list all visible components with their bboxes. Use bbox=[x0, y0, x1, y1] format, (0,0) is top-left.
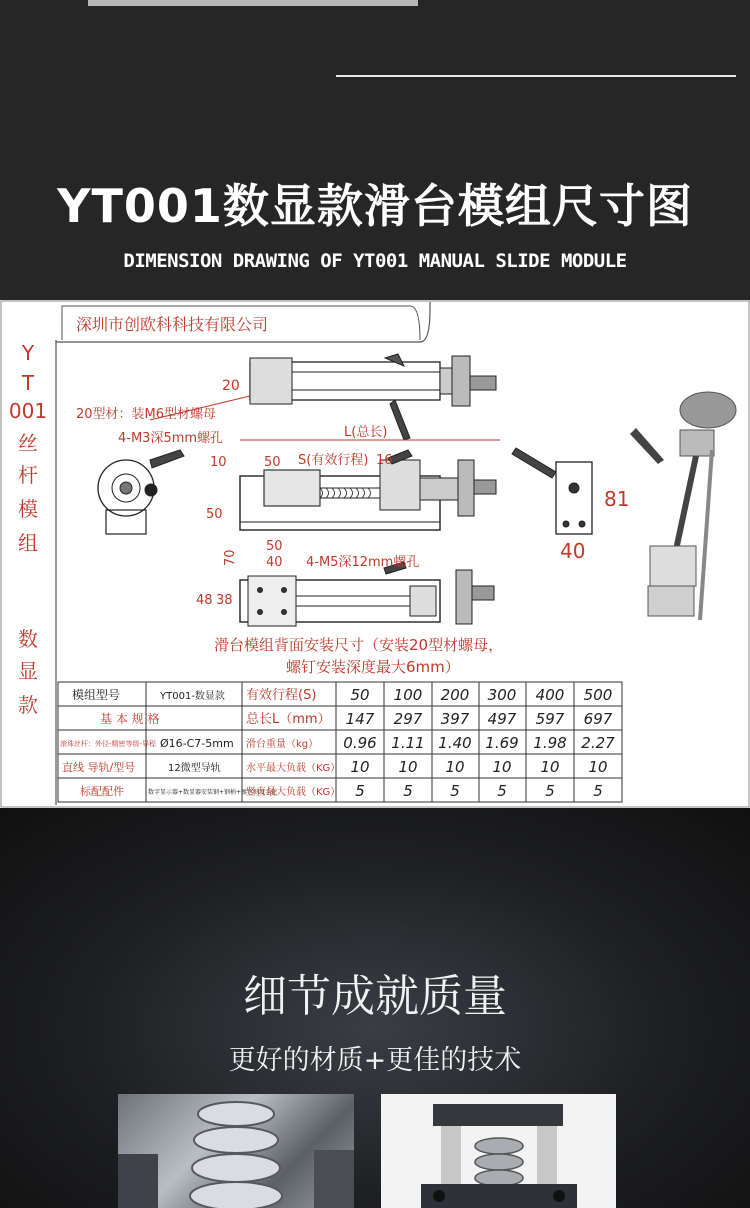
spec-value-accessories: 数字显示器+数显器安装钢+钢柄+镀色刻度手轮 bbox=[148, 789, 278, 796]
ball-screw-photo bbox=[118, 1094, 354, 1208]
ball-screw-illustration bbox=[118, 1094, 354, 1208]
company-name: 深圳市创欧科科技有限公司 bbox=[76, 315, 269, 334]
details-title: 细节成就质量 bbox=[243, 971, 507, 1022]
spec-param-value: 2.27 bbox=[581, 734, 615, 752]
spec-param-value: 1.98 bbox=[533, 734, 567, 752]
side-char-0: Y bbox=[21, 341, 35, 365]
nut-note: 20型材：装M6型材螺母 bbox=[76, 407, 217, 422]
spec-param-label: 总长L（mm） bbox=[246, 712, 331, 727]
spec-param-value: 500 bbox=[583, 686, 613, 704]
dim-stroke: S(有效行程) bbox=[298, 453, 369, 468]
spec-param-label: 滑台重量（kg） bbox=[246, 739, 319, 750]
dim-16: 16 bbox=[376, 453, 393, 468]
dim-50: 50 bbox=[264, 455, 281, 470]
side-char-1: T bbox=[21, 371, 35, 395]
page-title: YT001数显款滑台模组尺寸图 bbox=[57, 179, 693, 233]
spec-param-value: 1.69 bbox=[485, 734, 519, 752]
side-char-6: 组 bbox=[18, 531, 38, 555]
dim-50-side: 50 bbox=[206, 507, 223, 522]
dim-70: 70 bbox=[223, 549, 238, 566]
dim-total-length: L(总长) bbox=[344, 425, 388, 440]
side-char-2: 001 bbox=[8, 399, 48, 423]
details-subtitle: 更好的材质+更佳的技术 bbox=[228, 1045, 522, 1076]
spec-param-value: 5 bbox=[355, 782, 365, 800]
spec-label-screw: 滚珠丝杆：外径-精密等级-导程 bbox=[60, 740, 157, 748]
spec-param-value: 10 bbox=[588, 758, 608, 776]
dim-40-b: 40 bbox=[266, 555, 283, 570]
drawing-svg bbox=[0, 300, 750, 808]
spec-param-value: 697 bbox=[583, 710, 613, 728]
slide-block-illustration bbox=[381, 1094, 616, 1208]
dim-20: 20 bbox=[222, 378, 240, 394]
spec-value-model: YT001-数显款 bbox=[160, 691, 225, 702]
dimension-drawing bbox=[0, 300, 750, 808]
spec-param-label: 水平最大负载（KG） bbox=[246, 763, 341, 774]
dim-10: 10 bbox=[210, 455, 227, 470]
dim-40-r: 40 bbox=[560, 539, 586, 563]
spec-param-value: 1.11 bbox=[391, 734, 425, 752]
back-note-2: 螺钉安装深度最大6mm） bbox=[286, 658, 460, 676]
side-char-5: 模 bbox=[18, 497, 38, 521]
spec-param-value: 5 bbox=[593, 782, 603, 800]
spec-param-value: 10 bbox=[350, 758, 370, 776]
spec-param-value: 0.96 bbox=[343, 734, 377, 752]
side-char-3: 丝 bbox=[18, 431, 38, 455]
dim-48: 48 bbox=[196, 593, 213, 608]
spec-param-value: 5 bbox=[497, 782, 507, 800]
spec-value-screw: Ø16-C7-5mm bbox=[160, 737, 234, 750]
spec-param-value: 10 bbox=[540, 758, 560, 776]
spec-param-value: 50 bbox=[350, 686, 370, 704]
header-rule bbox=[336, 75, 736, 77]
cropped-heading-remnant bbox=[88, 0, 418, 6]
spec-label-accessories: 标配配件 bbox=[80, 785, 124, 798]
spec-param-value: 10 bbox=[492, 758, 512, 776]
spec-param-value: 5 bbox=[403, 782, 413, 800]
spec-param-value: 597 bbox=[535, 710, 565, 728]
slide-block-photo bbox=[381, 1094, 616, 1208]
side-char-7: 数 bbox=[18, 627, 38, 651]
spec-param-value: 200 bbox=[440, 686, 470, 704]
dim-50-b: 50 bbox=[266, 539, 283, 554]
spec-param-value: 397 bbox=[440, 710, 470, 728]
spec-label-rail: 直线 导轨/型号 bbox=[62, 761, 136, 774]
spec-param-value: 10 bbox=[445, 758, 465, 776]
dim-38: 38 bbox=[216, 593, 233, 608]
spec-label-model: 模组型号 bbox=[72, 688, 121, 702]
spec-param-label: 竖直最大负载（KG） bbox=[246, 787, 341, 798]
hole-note-top: 4-M3深5mm螺孔 bbox=[118, 431, 224, 446]
spec-param-value: 100 bbox=[393, 686, 423, 704]
spec-param-value: 497 bbox=[487, 710, 517, 728]
side-char-8: 显 bbox=[18, 659, 38, 683]
page-subtitle: DIMENSION DRAWING OF YT001 MANUAL SLIDE MODULE bbox=[123, 250, 627, 272]
side-char-4: 杆 bbox=[18, 463, 38, 487]
spec-param-value: 5 bbox=[545, 782, 555, 800]
spec-label-basic: 基 本 规 格 bbox=[100, 712, 160, 726]
spec-param-value: 147 bbox=[345, 710, 375, 728]
dim-81: 81 bbox=[604, 487, 630, 511]
spec-param-value: 5 bbox=[450, 782, 460, 800]
side-char-9: 款 bbox=[18, 693, 38, 717]
spec-value-rail: 12微型导轨 bbox=[168, 763, 221, 774]
spec-param-value: 300 bbox=[487, 686, 517, 704]
spec-param-value: 1.40 bbox=[438, 734, 472, 752]
back-note-1: 滑台模组背面安装尺寸（安装20型材螺母， bbox=[214, 636, 504, 654]
spec-param-value: 10 bbox=[398, 758, 418, 776]
spec-param-value: 400 bbox=[535, 686, 565, 704]
spec-param-value: 297 bbox=[393, 710, 423, 728]
spec-param-label: 有效行程(S) bbox=[246, 688, 317, 703]
hole-note-bottom: 4-M5深12mm螺孔 bbox=[306, 555, 420, 570]
